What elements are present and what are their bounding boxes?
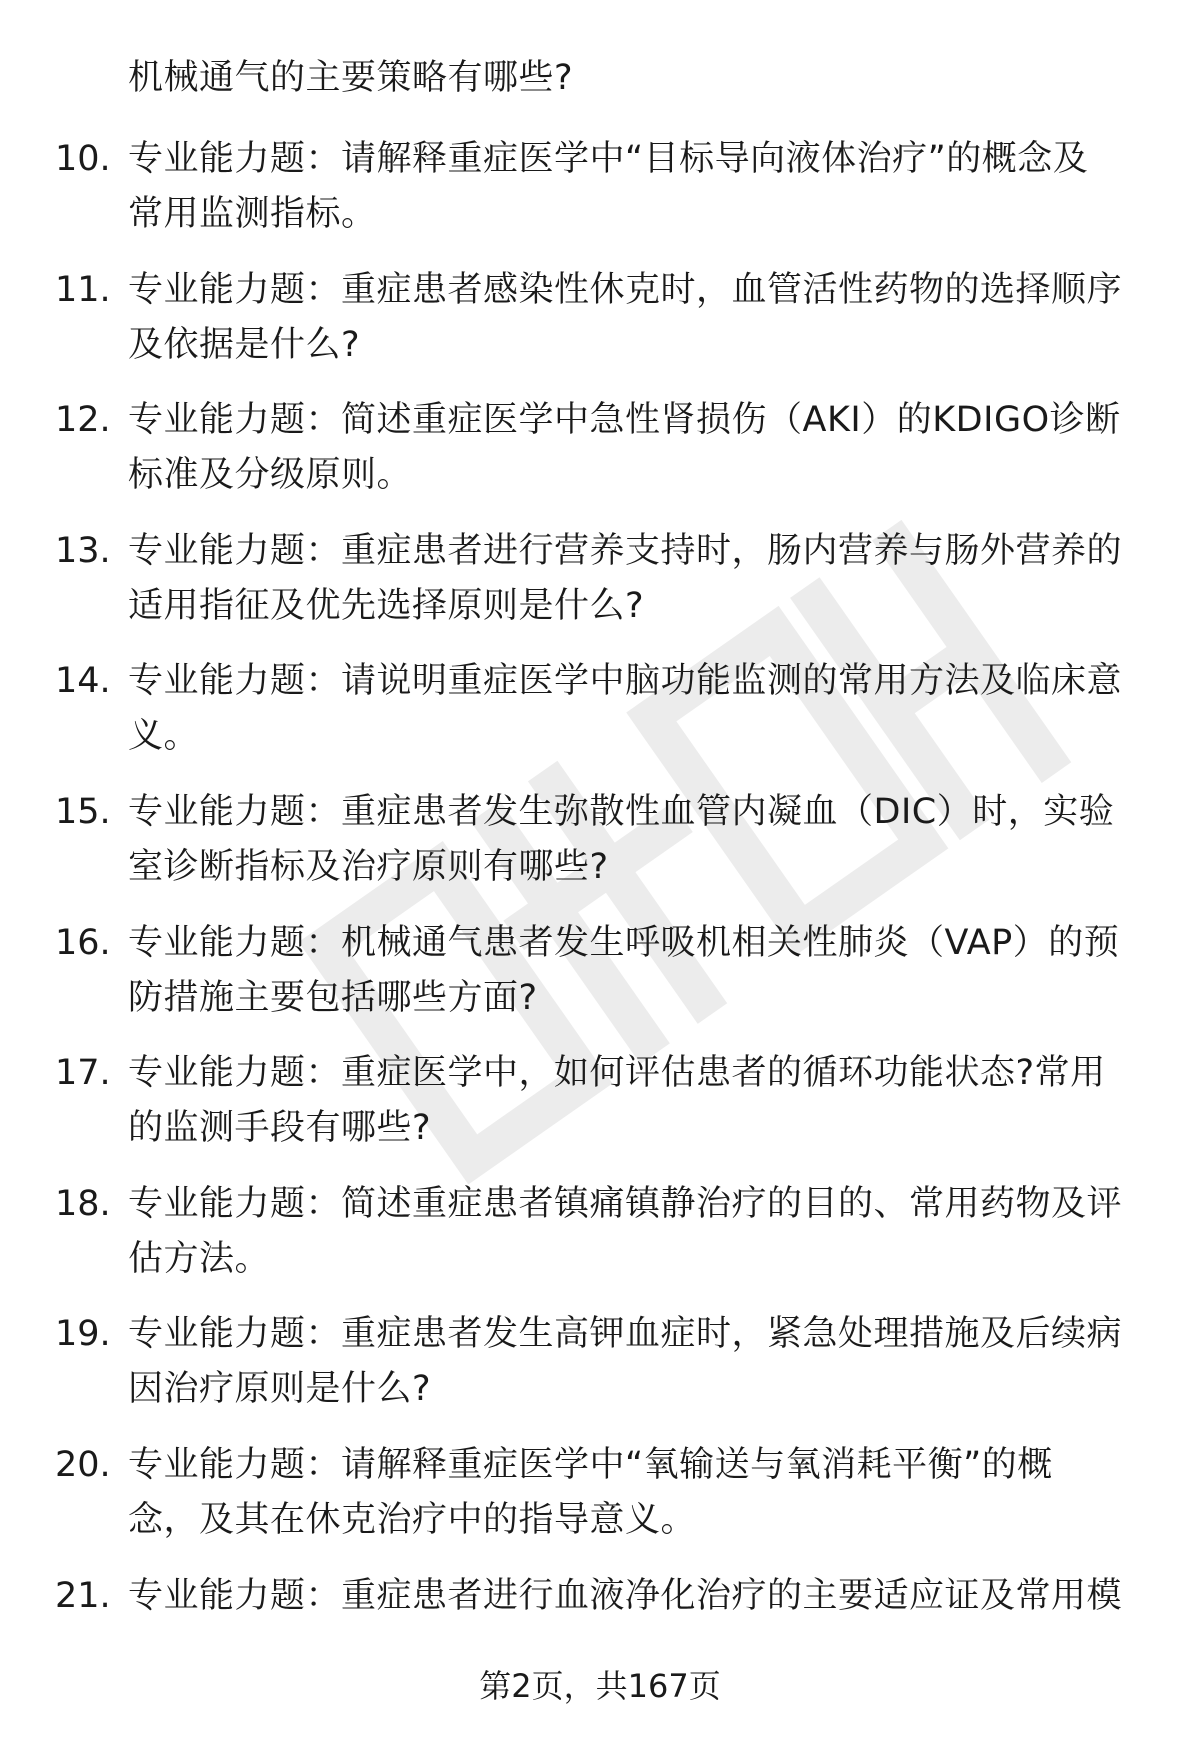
page-footer: 第2页，共167页 (479, 1667, 721, 1705)
question-text-line: 因治疗原则是什么? (128, 1369, 432, 1410)
question-text-line: 及依据是什么? (128, 324, 361, 365)
question-text-line: 常用监测指标。 (128, 194, 377, 234)
question-text-line: 专业能力题：简述重症医学中急性肾损伤（AKI）的KDIGO诊断 (128, 400, 1121, 441)
question-text-line: 的监测手段有哪些? (128, 1108, 432, 1149)
question-text-line: 室诊断指标及治疗原则有哪些? (128, 847, 609, 887)
question-text-line: 专业能力题：重症患者发生高钾血症时，紧急处理措施及后续病 (128, 1314, 1123, 1355)
question-number: 20. (55, 1445, 111, 1485)
question-number: 15. (55, 792, 111, 832)
question-text-line: 专业能力题：请说明重症医学中脑功能监测的常用方法及临床意 (128, 661, 1123, 702)
question-text-line: 专业能力题：重症患者感染性休克时，血管活性药物的选择顺序 (128, 269, 1123, 310)
question-text-line: 专业能力题：重症患者进行营养支持时，肠内营养与肠外营养的 (128, 530, 1123, 571)
question-text-line: 估方法。 (128, 1238, 271, 1279)
question-text-line: 义。 (128, 716, 200, 757)
question-text-line: 标准及分级原则。 (128, 455, 413, 496)
question-number: 19. (55, 1314, 111, 1355)
question-number: 21. (55, 1575, 111, 1616)
question-number: 12. (55, 400, 111, 441)
question-text-line: 专业能力题：请解释重症医学中“目标导向液体治疗”的概念及 (128, 139, 1089, 179)
question-number: 14. (55, 661, 111, 702)
question-text-line: 专业能力题：重症患者进行血液净化治疗的主要适应证及常用模 (128, 1575, 1123, 1616)
question-text-line: 专业能力题：重症医学中，如何评估患者的循环功能状态?常用 (128, 1053, 1106, 1094)
question-text-line: 适用指征及优先选择原则是什么? (128, 585, 645, 626)
question-number: 18. (55, 1183, 111, 1224)
question-number: 17. (55, 1053, 111, 1094)
question-text-line: 专业能力题：机械通气患者发生呼吸机相关性肺炎（VAP）的预 (128, 922, 1120, 963)
question-number: 13. (55, 530, 111, 571)
question-9-continuation: 机械通气的主要策略有哪些? (128, 58, 574, 98)
question-text-line: 防措施主要包括哪些方面? (128, 977, 538, 1018)
question-number: 11. (55, 269, 111, 310)
question-number: 10. (55, 139, 111, 179)
question-text-line: 念，及其在休克治疗中的指导意义。 (128, 1500, 697, 1540)
question-number: 16. (55, 922, 111, 963)
question-text-line: 专业能力题：重症患者发生弥散性血管内凝血（DIC）时，实验 (128, 792, 1115, 832)
question-text-line: 专业能力题：请解释重症医学中“氧输送与氧消耗平衡”的概 (128, 1445, 1053, 1485)
question-text-line: 专业能力题：简述重症患者镇痛镇静治疗的目的、常用药物及评 (128, 1183, 1123, 1224)
